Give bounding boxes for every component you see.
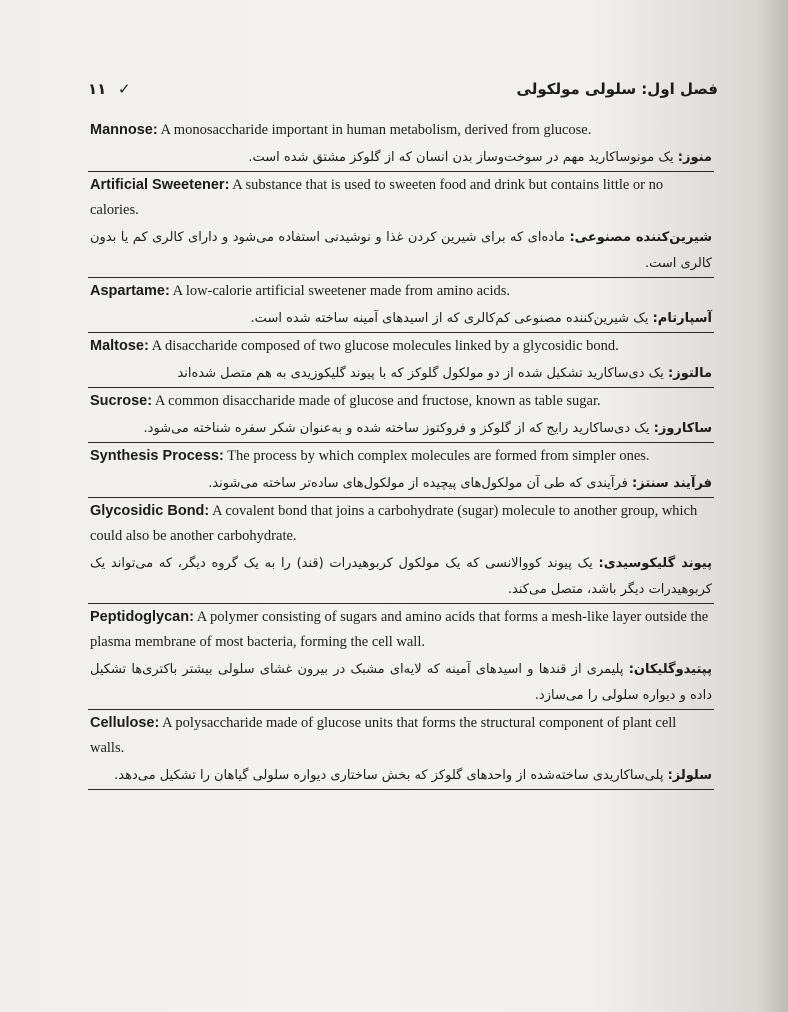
english-definition <box>90 173 712 223</box>
english-text: The process by which complex molecules are formed from simpler ones. <box>223 448 650 464</box>
english-text: A low-calorie artificial sweetener made from amino acids. <box>169 283 510 299</box>
english-text: A common disaccharide made of glucose and fructose, known as table sugar. <box>152 393 601 409</box>
glossary-entry-cellulose <box>88 710 714 790</box>
persian-text: ماده‌ای که برای شیرین کردن غذا و نوشیدنی استفاده می‌شود و دارای کالری کم یا بدون کالری است. <box>90 230 712 271</box>
english-term: Aspartame: <box>90 283 170 299</box>
persian-text: یک مونوساکارید مهم در سوخت‌وساز بدن انسان که از گلوکز مشتق شده است. <box>248 150 678 165</box>
english-term: Sucrose: <box>90 393 153 409</box>
glossary-entry-artificial-sweetener <box>88 172 714 278</box>
persian-definition <box>90 416 712 442</box>
persian-term: پیوند گلیکوسیدی: <box>598 556 712 571</box>
english-text: A monosaccharide important in human metabolism, derived from glucose. <box>157 122 592 138</box>
english-definition <box>90 711 712 761</box>
english-definition <box>90 279 712 304</box>
persian-text: یک دی‌ساکارید تشکیل شده از دو مولکول گلوکز که با پیوند گلیکوزیدی به هم متصل شده‌اند <box>177 366 669 381</box>
persian-definition <box>90 657 712 709</box>
persian-term: فرآیند سنتز: <box>632 476 712 491</box>
english-definition <box>90 499 712 549</box>
english-text: A substance that is used to sweeten food and drink but contains little or no calories. <box>90 177 664 218</box>
persian-text: پلیمری از قندها و اسیدهای آمینه که لایه‌ای مشبک در بیرون غشای سلولی بیشتر باکتری‌ها تشکیل داده و دیواره سلولی را می‌سازد. <box>90 662 712 703</box>
persian-term: ساکاروز: <box>653 421 712 436</box>
english-text: A disaccharide composed of two glucose molecules linked by a glycosidic bond. <box>148 338 619 354</box>
english-text: A polymer consisting of sugars and amino acids that forms a mesh-like layer outside the plasma membrane of most bacteria, forming the cell wall. <box>90 609 709 650</box>
glossary-entry-glycosidic-bond <box>88 498 714 604</box>
english-term: Cellulose: <box>90 715 160 731</box>
english-term: Artificial Sweetener: <box>90 177 230 193</box>
persian-term: منوز: <box>677 150 712 165</box>
persian-term: سلولز: <box>667 768 712 783</box>
page-number: ١١ <box>88 80 107 98</box>
english-definition <box>90 605 712 655</box>
persian-term: شیرین‌کننده مصنوعی: <box>569 230 712 245</box>
english-term: Maltose: <box>90 338 149 354</box>
persian-text: فرآیندی که طی آن مولکول‌های پیچیده از مولکول‌های ساده‌تر ساخته می‌شوند. <box>208 476 633 491</box>
page-header <box>88 80 718 104</box>
checkmark-icon: ✓ <box>118 82 131 98</box>
english-term: Peptidoglycan: <box>90 609 194 625</box>
persian-definition <box>90 551 712 603</box>
glossary <box>88 117 714 790</box>
persian-text: یک شیرین‌کننده مصنوعی کم‌کالری که از اسیدهای آمینه ساخته شده است. <box>250 311 653 326</box>
persian-text: پلی‌ساکاریدی ساخته‌شده از واحدهای گلوکز که بخش ساختاری دیواره سلولی گیاهان را تشکیل می‌دهد. <box>114 768 668 783</box>
persian-text: یک پیوند کووالانسی که یک مولکول کربوهیدرات (قند) را به یک گروه دیگر، که می‌تواند یک کربوهیدرات دیگر باشد، متصل می‌کند. <box>90 556 712 597</box>
persian-definition <box>90 361 712 387</box>
persian-definition <box>90 145 712 171</box>
english-definition <box>90 118 712 143</box>
english-text: A covalent bond that joins a carbohydrate (sugar) molecule to another group, which could also be another carbohydrate. <box>90 503 698 544</box>
persian-term: آسپارتام: <box>652 311 712 326</box>
english-term: Glycosidic Bond: <box>90 503 210 519</box>
english-definition <box>90 389 712 414</box>
english-definition <box>90 444 712 469</box>
english-text: A polysaccharide made of glucose units that forms the structural component of plant cell walls. <box>90 715 677 756</box>
persian-definition <box>90 471 712 497</box>
persian-definition <box>90 306 712 332</box>
glossary-entry-mannose <box>88 117 714 172</box>
persian-text: یک دی‌ساکارید رایج که از گلوکز و فروکتوز ساخته شده و به‌عنوان شکر سفره شناخته می‌شود. <box>143 421 654 436</box>
glossary-entry-synthesis-process <box>88 443 714 498</box>
persian-definition <box>90 225 712 277</box>
persian-term: مالتوز: <box>668 366 712 381</box>
persian-term: پپتیدوگلیکان: <box>628 662 712 677</box>
glossary-entry-aspartame <box>88 278 714 333</box>
english-definition <box>90 334 712 359</box>
glossary-entry-maltose <box>88 333 714 388</box>
chapter-title: فصل اول: سلولی مولکولی <box>516 80 718 98</box>
english-term: Mannose: <box>90 122 158 138</box>
glossary-entry-sucrose <box>88 388 714 443</box>
persian-definition <box>90 763 712 789</box>
english-term: Synthesis Process: <box>90 448 224 464</box>
glossary-entry-peptidoglycan <box>88 604 714 710</box>
